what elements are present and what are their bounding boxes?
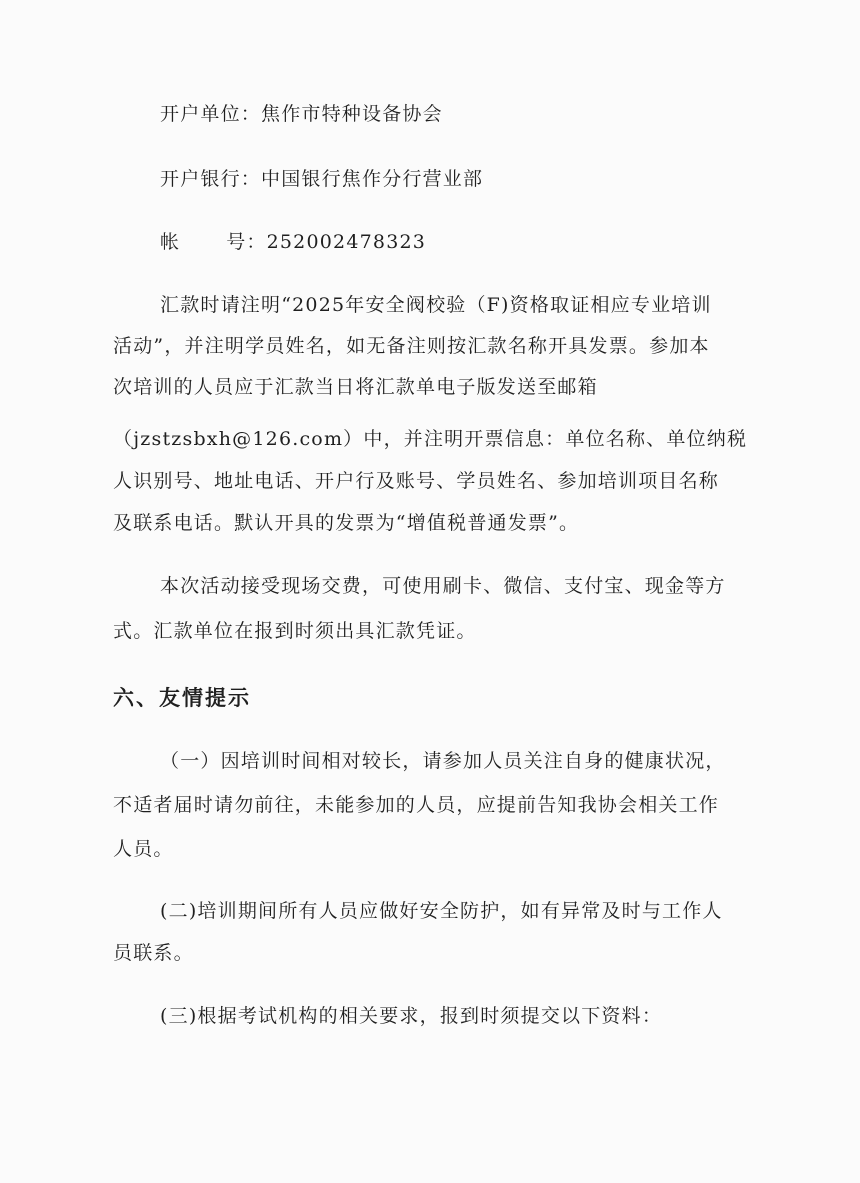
tip-1-line-3: 人员。	[113, 838, 174, 860]
remittance-line-2: 活动”，并注明学员姓名，如无备注则按汇款名称开具发票。参加本	[113, 335, 710, 357]
account-unit: 开户单位：焦作市特种设备协会	[160, 103, 443, 125]
remittance-line-6: 及联系电话。默认开具的发票为“增值税普通发票”。	[113, 512, 580, 534]
tip-2-line-2: 员联系。	[113, 942, 194, 964]
tip-1-line-1: （一）因培训时间相对较长，请参加人员关注自身的健康状况，	[160, 750, 726, 772]
tip-3-line-1: (三)根据考试机构的相关要求，报到时须提交以下资料：	[160, 1005, 663, 1027]
remittance-line-4: （jzstzsbxh@126.com）中，并注明开票信息：单位名称、单位纳税	[113, 428, 748, 450]
onsite-line-2: 式。汇款单位在报到时须出具汇款凭证。	[113, 620, 477, 642]
remittance-line-1: 汇款时请注明“2025年安全阀校验（F)资格取证相应专业培训	[160, 294, 712, 316]
account-number-label-1: 帐	[160, 231, 181, 253]
section-six-heading: 六、友情提示	[113, 686, 251, 710]
remittance-line-5: 人识别号、地址电话、开户行及账号、学员姓名、参加培训项目名称	[113, 470, 720, 492]
account-bank: 开户银行：中国银行焦作分行营业部	[160, 168, 484, 190]
tip-1-line-2: 不适者届时请勿前往，未能参加的人员，应提前告知我协会相关工作	[113, 794, 720, 816]
tip-2-line-1: (二)培训期间所有人员应做好安全防护，如有异常及时与工作人	[160, 900, 723, 922]
account-number	[160, 229, 426, 255]
account-number-label-2: 号：252002478323	[226, 231, 427, 253]
onsite-line-1: 本次活动接受现场交费，可使用刷卡、微信、支付宝、现金等方	[160, 575, 726, 597]
remittance-line-3: 次培训的人员应于汇款当日将汇款单电子版发送至邮箱	[113, 376, 598, 398]
